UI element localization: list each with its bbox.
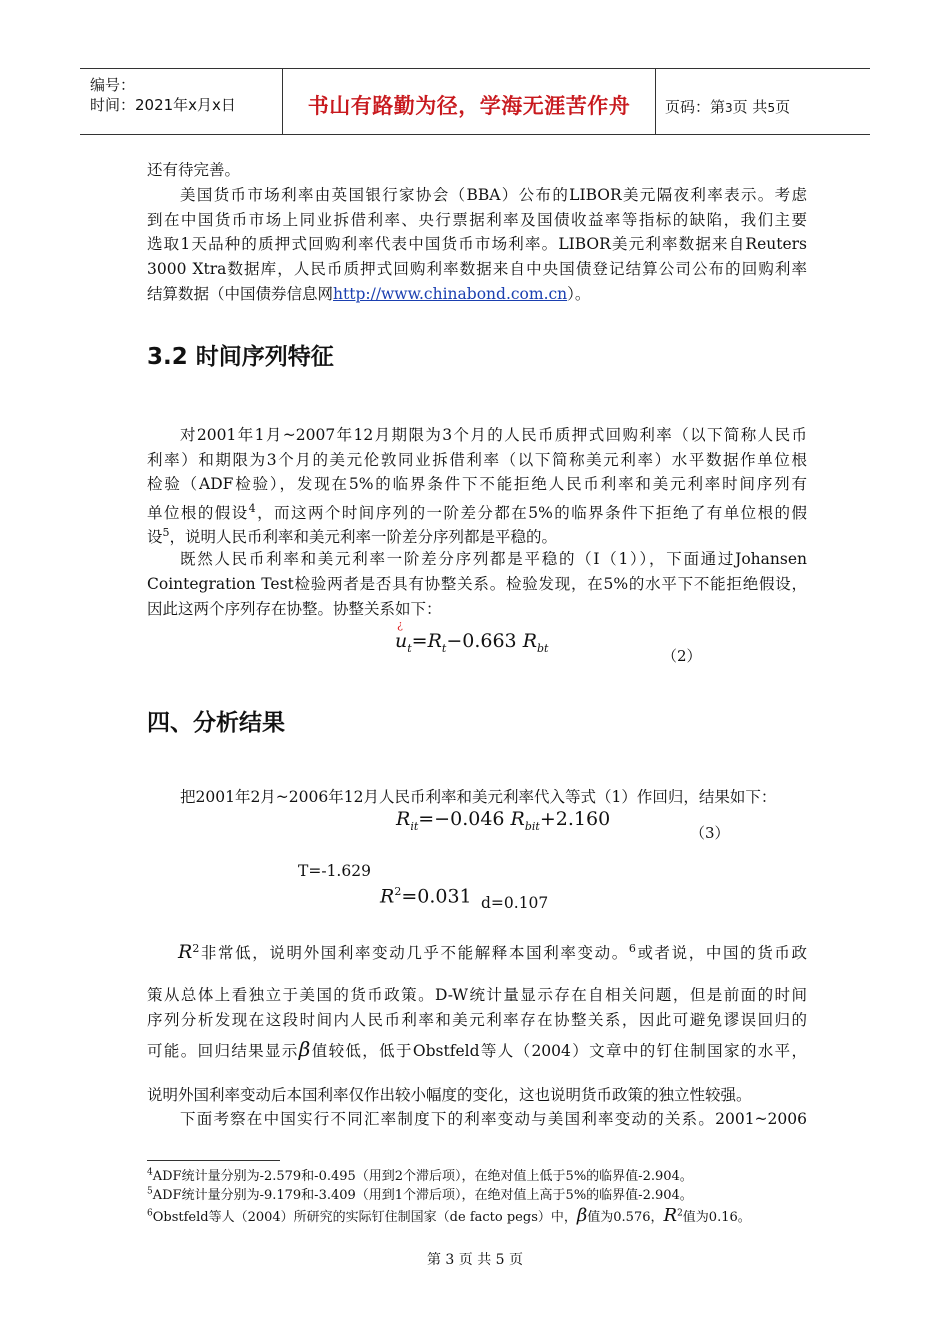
header-top-rule	[80, 68, 870, 69]
p1-line-1: 美国货币市场利率由英国银行家协会（BBA）公布的LIBOR美元隔夜利率表示。考虑	[180, 186, 807, 204]
equation-3	[396, 808, 610, 833]
p2-line-1: 对2001年1月~2007年12月期限为3个月的人民币质押式回购利率（以下简称人民币	[180, 426, 807, 444]
section-heading-3-2: 3.2 时间序列特征	[147, 344, 334, 370]
eq3-R2: R	[510, 808, 525, 830]
footnote-ref-5[interactable]: 5	[162, 526, 170, 539]
footnote-5-mark: 5	[147, 1186, 153, 1197]
r2-value: =0.031	[401, 885, 472, 908]
p1-line-2: 到在中国货币市场上同业拆借利率、央行票据利率及国债收益率等指标的缺陷，我们主要	[147, 211, 807, 229]
p5-line-4	[147, 1036, 807, 1064]
p5-line-1-rest: 或者说，中国的货币政	[635, 944, 807, 963]
p4-line-1: 把2001年2月~2006年12月人民币利率和美元利率代入等式（1）作回归，结果如下：	[180, 788, 777, 806]
p3-line-1: 既然人民币利率和美元利率一阶差分序列都是平稳的（I（1）），下面通过Johansen	[180, 550, 807, 568]
eq2-coef: −0.663	[446, 630, 517, 652]
p5-line-1	[178, 936, 807, 966]
p5-line-4-text: 可能。回归结果显示	[147, 1042, 299, 1060]
p2-line-4-rest: ，而这两个时间序列的一阶差分都在5%的临界条件下拒绝了有单位根的假	[255, 504, 807, 523]
eq2-R2: R	[522, 630, 538, 652]
p5-line-3: 序列分析发现在这段时间内人民币利率和美元利率存在协整关系，因此可避免谬误回归的	[147, 1011, 807, 1029]
eq2-sub-bt: bt	[537, 641, 549, 655]
eq3-sub-bit: bit	[524, 819, 540, 833]
page-total: 5	[767, 101, 776, 115]
p5-R-sup: 2	[192, 942, 200, 955]
footnote-6	[147, 1205, 751, 1226]
chinabond-link[interactable]: http://www.chinabond.com.cn	[333, 285, 568, 303]
footnote-6-beta: β	[576, 1205, 588, 1226]
eq2-sub-t1: t	[407, 641, 412, 655]
p3-line-2: Cointegration Test检验两者是否具有协整关系。检验发现，在5%的水平下不能拒绝假设，	[147, 575, 807, 593]
footnote-5-text: ADF统计量分别为-9.179和-3.409（用到1个滞后项），在绝对值上高于5%的临界值-2.904。	[152, 1188, 693, 1203]
footnote-6-text: Obstfeld等人（2004）所研究的实际钉住制国家（de facto pegs）中，	[152, 1210, 577, 1225]
p5-line-1-text: 非常低，说明外国利率变动几乎不能解释本国利率变动。	[199, 944, 629, 963]
p1-line-3: 选取1天品种的质押式回购利率代表中国货币市场利率。LIBOR美元利率数据来自Reuters	[147, 235, 807, 253]
eq3-R: R	[396, 808, 411, 830]
header-motto: 书山有路勤为径，学海无涯苦作舟	[307, 94, 631, 118]
r2-R: R	[380, 885, 395, 908]
p1-line-5-text: 结算数据（中国债券信息网	[147, 285, 334, 303]
footnote-4	[147, 1165, 693, 1184]
equation-2	[395, 618, 549, 655]
beta-symbol: β	[298, 1037, 311, 1061]
footnote-5	[147, 1184, 693, 1203]
r2-sup: 2	[394, 885, 402, 898]
header-bottom-rule	[80, 134, 870, 135]
footnote-6-mark: 6	[147, 1208, 153, 1219]
page-current: 3	[725, 101, 733, 115]
p1-line-5-end: ）。	[567, 285, 591, 303]
eq2-equals: =	[411, 630, 428, 652]
equation-3-number: （3）	[690, 824, 730, 842]
p5-line-2: 策从总体上看独立于美国的货币政策。D-W统计量显示存在自相关问题，但是前面的时间	[147, 986, 807, 1004]
p5-R: R	[178, 941, 193, 964]
r-squared	[380, 885, 472, 907]
footnote-6-R: R	[663, 1205, 678, 1226]
header-time-label: 时间：2021年x月x日	[90, 96, 236, 114]
footnote-4-text: ADF统计量分别为-2.579和-0.495（用到2个滞后项），在绝对值上低于5%的临界值-2.904。	[152, 1169, 693, 1184]
eq2-sub-t2: t	[441, 641, 447, 655]
p2-line-4-text: 单位根的假设	[147, 504, 249, 523]
equation-2-mark: ¿	[397, 618, 403, 631]
paragraph-continuation: 还有待完善。	[147, 161, 241, 179]
p2-line-2: 利率）和期限为3个月的美元伦敦同业拆借利率（以下简称美元利率）水平数据作单位根	[147, 451, 807, 469]
header-divider-right	[655, 68, 656, 135]
footnote-4-mark: 4	[147, 1167, 153, 1178]
p1-line-5	[147, 284, 590, 304]
section-heading-4: 四、分析结果	[147, 710, 285, 736]
footnote-6-mid: 值为0.576，	[587, 1210, 664, 1225]
header-number-label: 编号：	[90, 76, 136, 94]
eq3-coef: =−0.046	[418, 808, 505, 830]
t-statistic: T=-1.629	[298, 862, 371, 880]
eq3-const: +2.160	[539, 808, 611, 830]
p2-line-3: 检验（ADF检验），发现在5%的临界条件下不能拒绝人民币利率和美元利率时间序列有	[147, 475, 807, 493]
eq3-sub-it: it	[410, 819, 419, 833]
footnote-ref-4[interactable]: 4	[248, 502, 256, 515]
p2-line-5	[147, 523, 557, 547]
equation-2-number: （2）	[662, 647, 702, 665]
p2-line-5-rest: ，说明人民币利率和美元利率一阶差分序列都是平稳的。	[169, 528, 558, 547]
dw-statistic: d=0.107	[481, 894, 549, 912]
header-page-indicator	[665, 96, 790, 117]
eq2-R: R	[427, 630, 442, 652]
page-suffix: 页	[775, 98, 791, 116]
p5-line-5: 说明外国利率变动后本国利率仅作出较小幅度的变化，这也说明货币政策的独立性较强。	[147, 1086, 752, 1104]
page-footer: 第 3 页 共 5 页	[426, 1252, 524, 1268]
footnote-6-R-sup: 2	[677, 1208, 683, 1219]
p2-line-4	[147, 499, 807, 523]
page-prefix: 页码：第	[665, 98, 726, 116]
page-mid: 页 共	[732, 98, 768, 116]
p2-line-5-text: 设	[147, 528, 163, 547]
eq2-u: u	[395, 630, 408, 652]
p1-line-4: 3000 Xtra数据库，人民币质押式回购利率数据来自中央国债登记结算公司公布的回购利率	[147, 260, 807, 278]
p3-line-3: 因此这两个序列存在协整。协整关系如下：	[147, 600, 442, 618]
p6-line-1: 下面考察在中国实行不同汇率制度下的利率变动与美国利率变动的关系。2001~2006	[180, 1110, 807, 1128]
p5-line-4-rest: 值较低，低于Obstfeld等人（2004）文章中的钉住制国家的水平，	[310, 1042, 807, 1060]
footnote-separator	[147, 1160, 280, 1161]
footnote-ref-6[interactable]: 6	[628, 942, 636, 955]
footnote-6-end: 值为0.16。	[682, 1210, 751, 1225]
